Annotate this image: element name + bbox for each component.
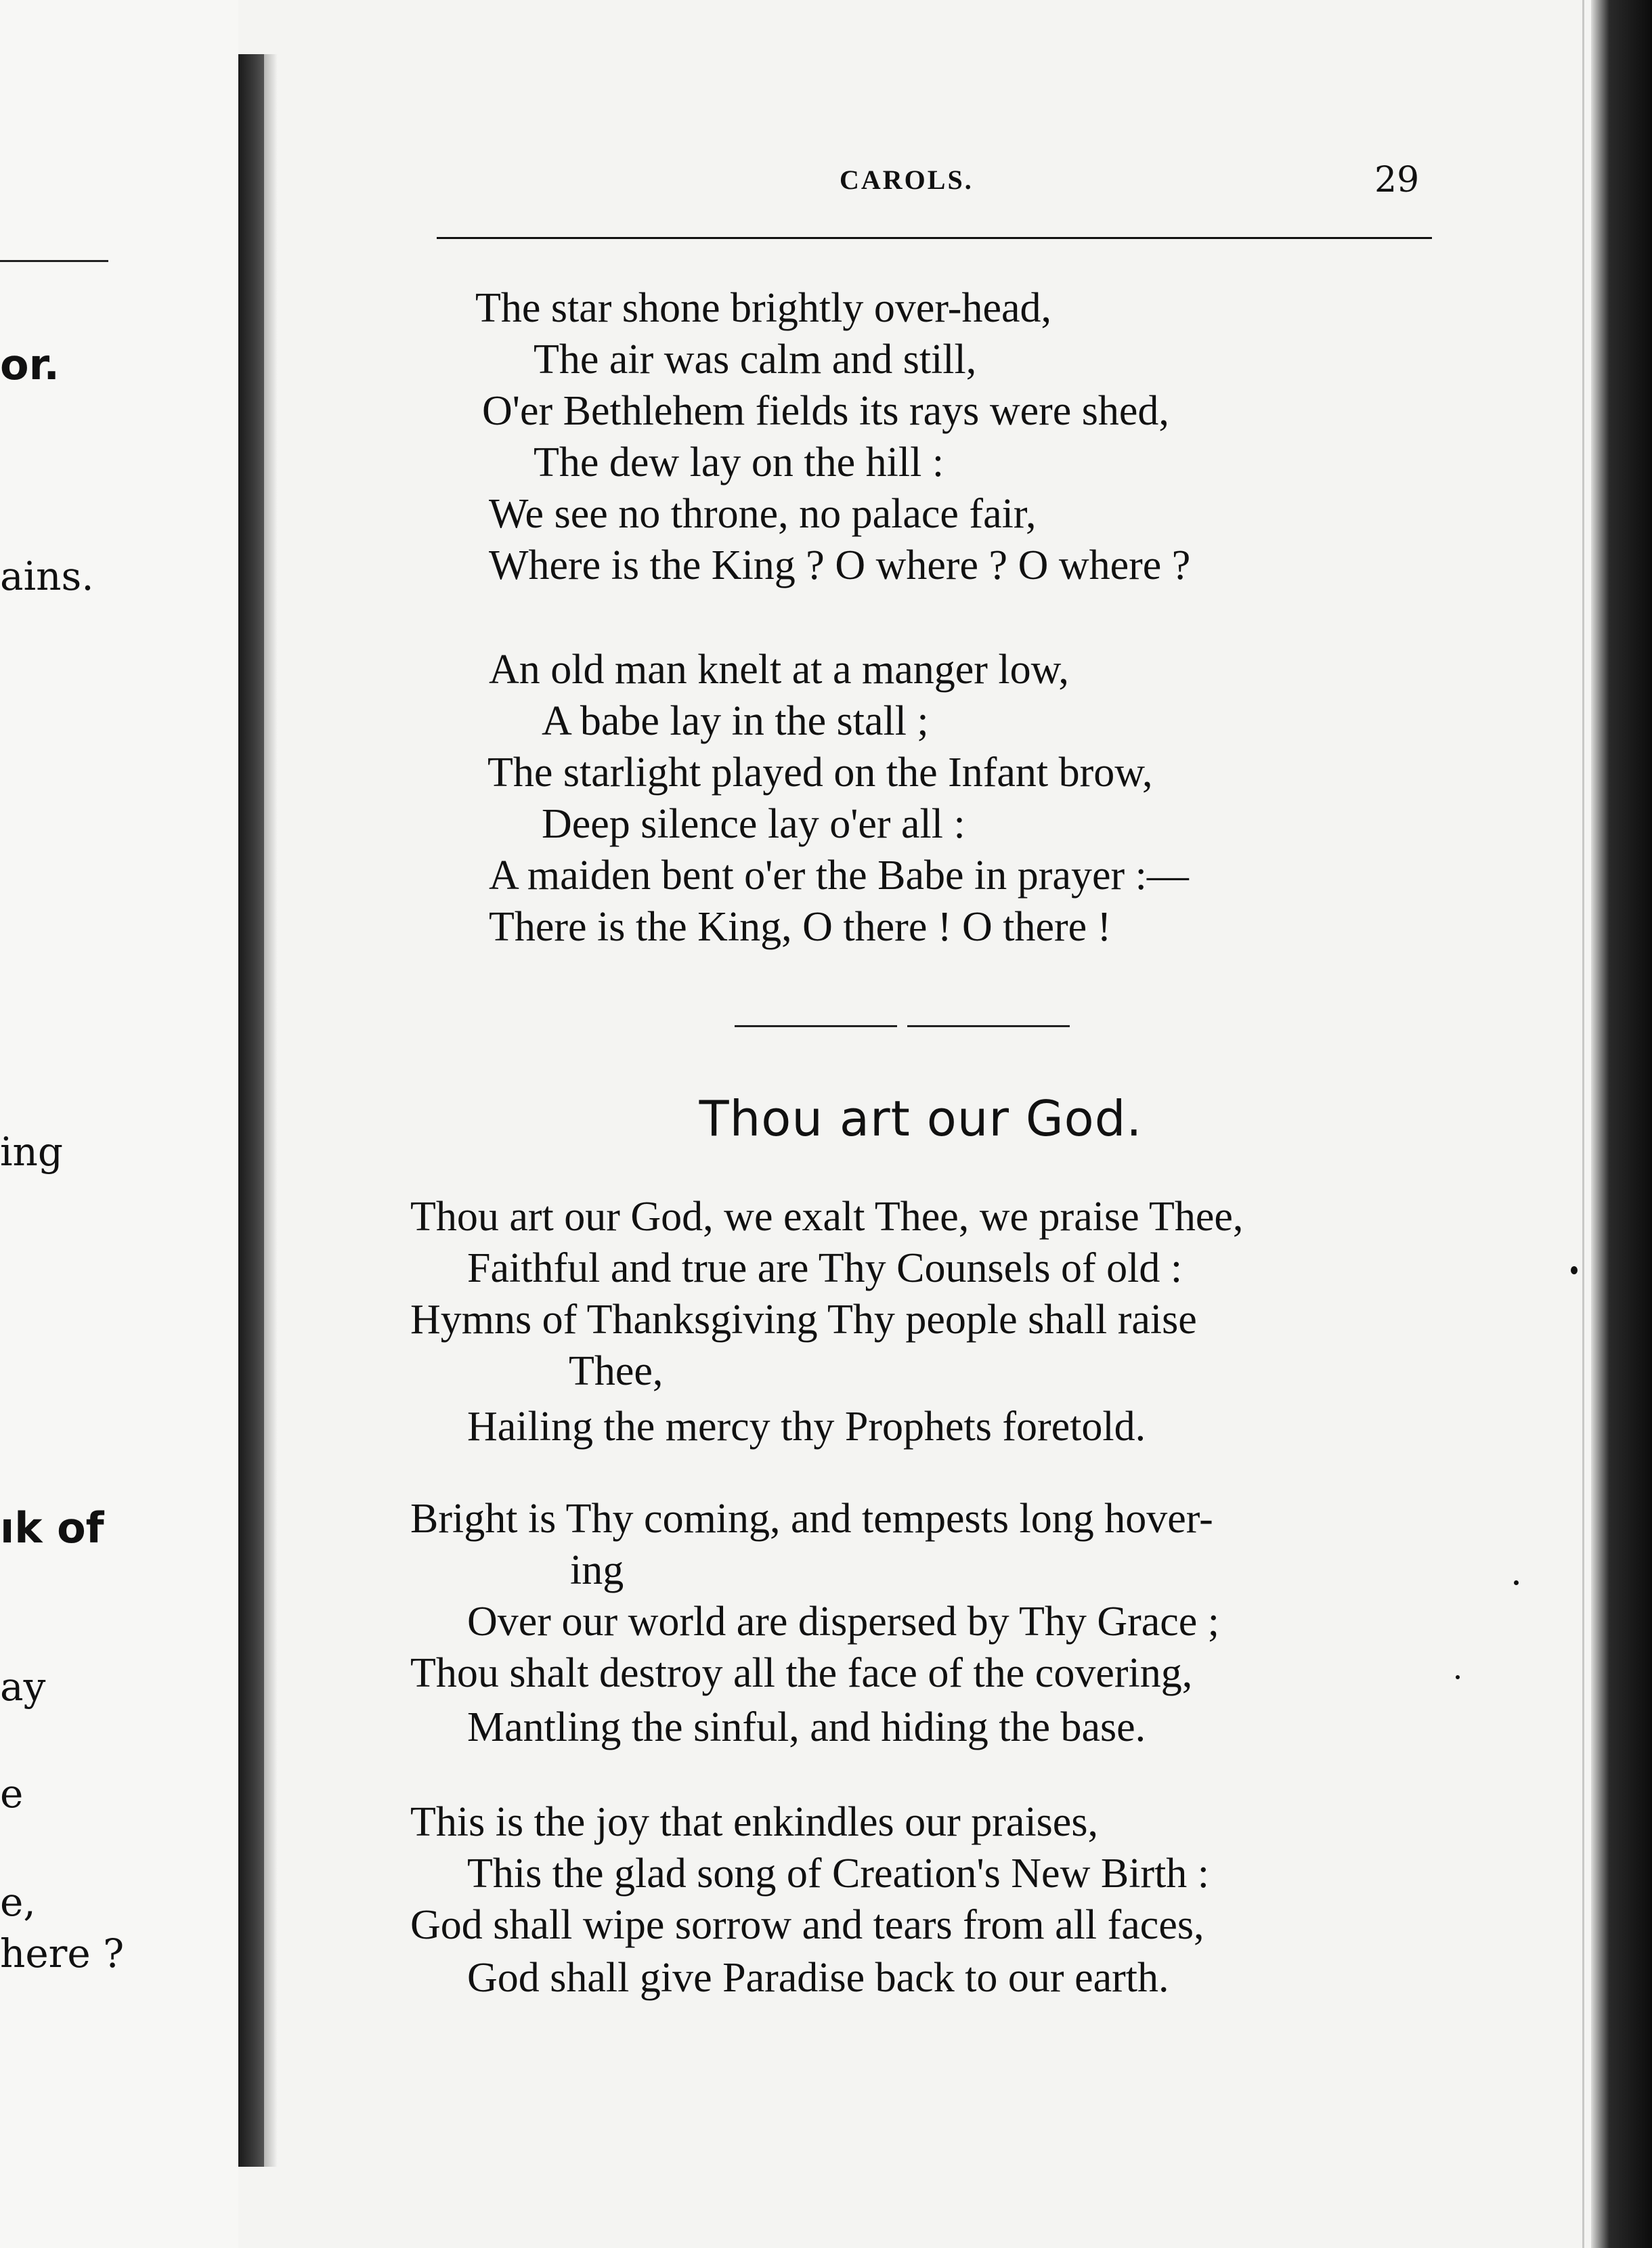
poem-line: There is the King, O there ! O there ! bbox=[489, 904, 1112, 950]
poem-line: Thou art our God, we exalt Thee, we praise Thee, bbox=[410, 1194, 1244, 1240]
poem-line: Thee, bbox=[569, 1348, 664, 1394]
running-header: CAROLS. bbox=[840, 165, 974, 195]
book-spine bbox=[238, 54, 264, 2167]
book-right-edge bbox=[1591, 0, 1652, 2248]
poem-line: This is the joy that enkindles our praises, bbox=[410, 1799, 1098, 1845]
fragment-text: ing bbox=[0, 1129, 64, 1175]
fragment-text: ay bbox=[0, 1664, 46, 1710]
header-rule bbox=[437, 237, 1432, 239]
poem-line: God shall wipe sorrow and tears from all faces, bbox=[410, 1902, 1204, 1948]
section-divider bbox=[907, 1025, 1070, 1027]
poem-line: Mantling the sinful, and hiding the base. bbox=[467, 1704, 1146, 1750]
poem-line: Hailing the mercy thy Prophets foretold. bbox=[467, 1404, 1146, 1450]
poem-line: The star shone brightly over-head, bbox=[475, 285, 1051, 331]
poem-line: Deep silence lay o'er all : bbox=[542, 801, 965, 847]
poem-line: Bright is Thy coming, and tempests long hover- bbox=[410, 1496, 1213, 1542]
poem-line: The air was calm and still, bbox=[534, 337, 977, 383]
scan-speck bbox=[1571, 1266, 1578, 1274]
fragment-text: here ? bbox=[0, 1930, 125, 1976]
poem-line: We see no throne, no palace fair, bbox=[489, 491, 1037, 537]
fragment-text: or. bbox=[0, 340, 60, 389]
scan-speck bbox=[1456, 1675, 1460, 1679]
poem-line: A babe lay in the stall ; bbox=[542, 698, 929, 744]
spine-shadow bbox=[264, 54, 278, 2167]
poem-line: Where is the King ? O where ? O where ? bbox=[489, 542, 1191, 588]
poem-line: A maiden bent o'er the Babe in prayer :— bbox=[489, 852, 1189, 899]
poem-line: Faithful and true are Thy Counsels of old : bbox=[467, 1245, 1183, 1291]
poem-line: The dew lay on the hill : bbox=[534, 439, 944, 485]
fragment-text: ains. bbox=[0, 553, 94, 599]
previous-page-rule bbox=[0, 260, 108, 262]
previous-page-fragment bbox=[0, 0, 238, 2248]
poem-line: An old man knelt at a manger low, bbox=[489, 647, 1069, 693]
page-number: 29 bbox=[1374, 160, 1420, 200]
poem-line: This the glad song of Creation's New Birth : bbox=[467, 1851, 1210, 1897]
fragment-text: e bbox=[0, 1771, 24, 1817]
poem-line: O'er Bethlehem fields its rays were shed, bbox=[482, 388, 1169, 434]
book-page bbox=[278, 0, 1591, 2248]
poem-line: Thou shalt destroy all the face of the covering, bbox=[410, 1650, 1193, 1696]
poem-line: Over our world are dispersed by Thy Grace ; bbox=[467, 1599, 1220, 1645]
scan-speck bbox=[1514, 1580, 1519, 1585]
poem-line: God shall give Paradise back to our earth. bbox=[467, 1955, 1169, 2001]
poem-line: Hymns of Thanksgiving Thy people shall raise bbox=[410, 1297, 1197, 1343]
poem-line: The starlight played on the Infant brow, bbox=[487, 750, 1153, 796]
song-title: Thou art our God. bbox=[699, 1090, 1143, 1147]
fragment-text: ık of bbox=[0, 1503, 104, 1553]
section-divider bbox=[735, 1025, 897, 1027]
fragment-text: e, bbox=[0, 1879, 36, 1925]
poem-line: ing bbox=[570, 1547, 624, 1593]
